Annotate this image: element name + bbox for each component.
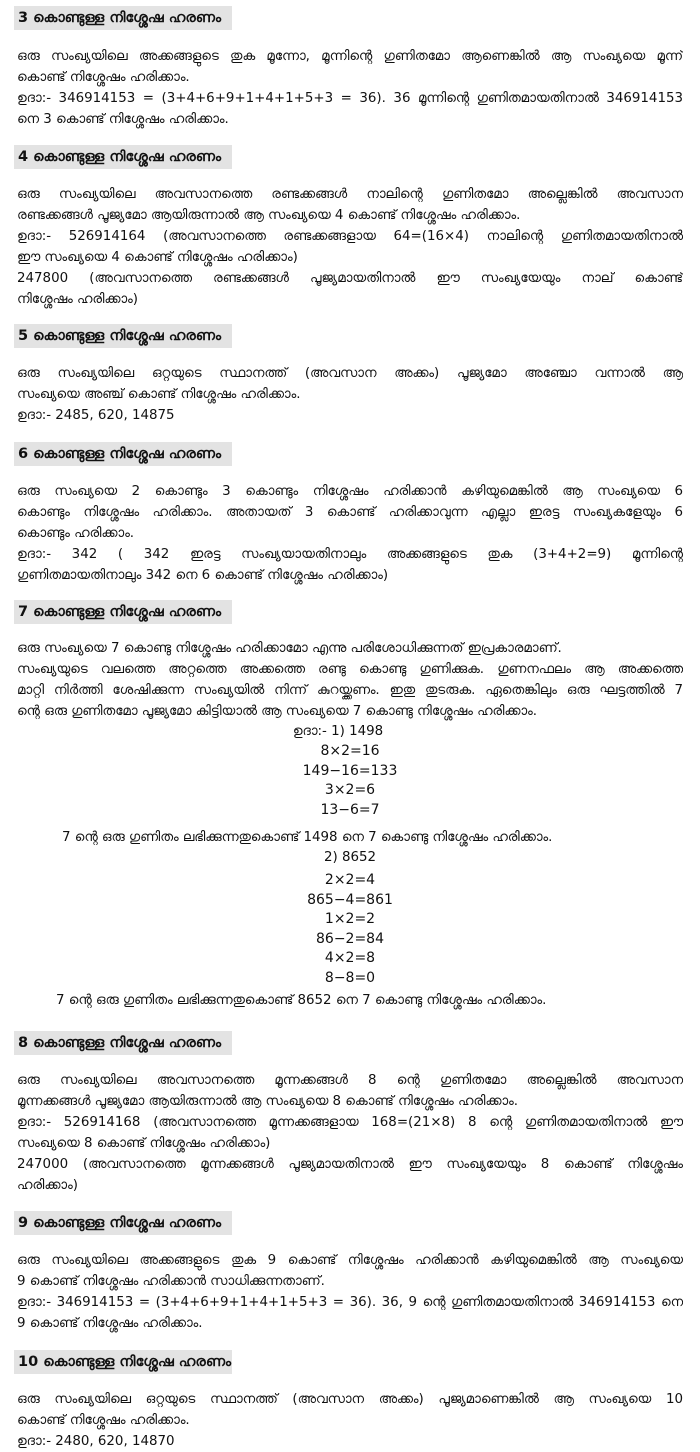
text-line: സംഖ്യയെ 8 കൊണ്ട് നിശ്ശേഷം ഹരിക്കാം) <box>17 1136 271 1151</box>
text-line: ഒരു സംഖ്യയെ 2 കൊണ്ടും 3 കൊണ്ടും നിശ്ശേഷം ഹരിക്കാൻ കഴിയുമെങ്കിൽ ആ സംഖ്യയെ 6 <box>17 484 683 499</box>
section-body-4 <box>17 184 683 310</box>
text-line: കൊണ്ട് നിശ്ശേഷം ഹരിക്കാം. <box>17 1413 190 1428</box>
example-1-conclusion: 7 ന്റെ ഒരു ഗുണിതം ലഭിക്കുന്നതുകൊണ്ട് 1498 നെ 7 കൊണ്ടു നിശ്ശേഷം ഹരിക്കാം. <box>62 830 553 845</box>
section-heading-6: 6 കൊണ്ടുള്ള നിശ്ശേഷ ഹരണം <box>14 442 232 466</box>
section-heading-9: 9 കൊണ്ടുള്ള നിശ്ശേഷ ഹരണം <box>14 1211 232 1235</box>
section-body-6 <box>17 481 683 586</box>
text-line: 9 കൊണ്ട് നിശ്ശേഷം ഹരിക്കാം. <box>17 1316 203 1331</box>
text-line: ഒരു സംഖ്യയെ 7 കൊണ്ടു നിശ്ശേഷം ഹരിക്കാമോ എന്നു പരിശോധിക്കുന്നത് ഇപ്രകാരമാണ്. <box>17 641 562 656</box>
section-body-3 <box>17 46 683 130</box>
text-line: ഒരു സംഖ്യയിലെ അവസാനത്തെ മൂന്നക്കങ്ങൾ 8 ന്റെ ഗുണിതമോ അല്ലെങ്കിൽ അവസാന <box>17 1073 683 1088</box>
text-line: ഒരു സംഖ്യയിലെ അക്കങ്ങളുടെ തുക 9 കൊണ്ട് നിശ്ശേഷം ഹരിക്കാൻ കഴിയുമെങ്കിൽ ആ സംഖ്യയെ <box>17 1253 683 1268</box>
example-1-steps <box>0 742 700 820</box>
calc-step: 13−6=7 <box>320 801 380 818</box>
text-line: ഗുണിതമായതിനാലും 342 നെ 6 കൊണ്ട് നിശ്ശേഷം ഹരിക്കാം) <box>17 568 389 583</box>
calc-step: 8−8=0 <box>324 969 376 986</box>
calc-step: 2×2=4 <box>324 872 376 888</box>
text-line: നെ 3 കൊണ്ട് നിശ്ശേഷം ഹരിക്കാം. <box>17 112 229 127</box>
text-line: ഉദാ:- 346914153 = (3+4+6+9+1+4+1+5+3 = 36). 36, 9 ന്റെ ഗുണിതമായതിനാൽ 346914153 നെ <box>17 1295 683 1310</box>
text-line: ഉദാ:- 2485, 620, 14875 <box>17 408 175 423</box>
example-2-steps <box>0 871 700 988</box>
text-line: ഒരു സംഖ്യയിലെ ഒറ്റയുടെ സ്ഥാനത്ത് (അവസാന അക്കം) പൂജ്യമാണെങ്കിൽ ആ സംഖ്യയെ 10 <box>17 1392 683 1407</box>
text-line: 247800 (അവസാനത്തെ രണ്ടക്കങ്ങൾ പൂജ്യമായതിനാൽ ഈ സംഖ്യയേയും നാല് കൊണ്ട് <box>17 271 683 286</box>
text-line: 247000 (അവസാനത്തെ മൂന്നക്കങ്ങൾ പൂജ്യമായതിനാൽ ഈ സംഖ്യയേയും 8 കൊണ്ട് നിശ്ശേഷം <box>17 1157 683 1172</box>
text-line: ഈ സംഖ്യയെ 4 കൊണ്ട് നിശ്ശേഷം ഹരിക്കാം) <box>17 250 298 265</box>
calc-step: 3×2=6 <box>324 782 376 798</box>
section-body-10 <box>17 1389 683 1452</box>
text-line: ഉദാ:- 526914168 (അവസാനത്തെ മൂന്നക്കങ്ങളായ 168=(21×8) 8 ന്റെ ഗുണിതമായതിനാൽ ഈ <box>17 1115 683 1130</box>
text-line: ഉദാ:- 526914164 (അവസാനത്തെ രണ്ടക്കങ്ങളായ 64=(16×4) നാലിന്റെ ഗുണിതമായതിനാൽ <box>17 229 683 244</box>
calc-step: 86−2=84 <box>316 930 384 947</box>
calc-step: 865−4=861 <box>307 891 393 908</box>
section-body-7 <box>17 638 683 722</box>
section-heading-5: 5 കൊണ്ടുള്ള നിശ്ശേഷ ഹരണം <box>14 324 232 348</box>
text-line: കൊണ്ടും നിശ്ശേഷം ഹരിക്കാം. അതായത് 3 കൊണ്ട് ഹരിക്കാവുന്ന എല്ലാ ഇരട്ട സംഖ്യകളേയും 6 <box>17 505 683 520</box>
text-line: ഒരു സംഖ്യയിലെ അക്കങ്ങളുടെ തുക മൂന്നോ, മൂന്നിന്റെ ഗുണിതമോ ആണെങ്കിൽ ആ സംഖ്യയെ മൂന്ന് <box>17 49 683 64</box>
text-line: 9 കൊണ്ട് നിശ്ശേഷം ഹരിക്കാൻ സാധിക്കുന്നതാണ്. <box>17 1274 325 1289</box>
text-line: ഉദാ:- 346914153 = (3+4+6+9+1+4+1+5+3 = 36). 36 മൂന്നിന്റെ ഗുണിതമായതിനാൽ 346914153 <box>17 91 683 106</box>
text-line: ഉദാ:- 342 ( 342 ഇരട്ട സംഖ്യയായതിനാലും അക്കങ്ങളുടെ തുക (3+4+2=9) മൂന്നിന്റെ <box>17 547 683 562</box>
example-2-label: 2) 8652 <box>323 850 377 865</box>
text-line: കൊണ്ടും ഹരിക്കാം. <box>17 526 135 541</box>
text-line: ഹരിക്കാം) <box>17 1178 78 1193</box>
calc-step: 1×2=2 <box>324 911 376 927</box>
section-body-8 <box>17 1070 683 1196</box>
text-line: കൊണ്ട് നിശ്ശേഷം ഹരിക്കാം. <box>17 70 190 85</box>
text-line: സംഖ്യയെ അഞ്ച് കൊണ്ട് നിശ്ശേഷം ഹരിക്കാം. <box>17 387 301 402</box>
section-heading-7: 7 കൊണ്ടുള്ള നിശ്ശേഷ ഹരണം <box>14 600 232 624</box>
text-line: ഒരു സംഖ്യയിലെ അവസാനത്തെ രണ്ടക്കങ്ങൾ നാലിന്റെ ഗുണിതമോ അല്ലെങ്കിൽ അവസാന <box>17 187 683 202</box>
calc-step: 149−16=133 <box>302 762 398 779</box>
example-1-label: ഉദാ:- 1) 1498 <box>292 724 384 739</box>
example-2-conclusion: 7 ന്റെ ഒരു ഗുണിതം ലഭിക്കുന്നതുകൊണ്ട് 8652 നെ 7 കൊണ്ടു നിശ്ശേഷം ഹരിക്കാം. <box>56 993 547 1008</box>
text-line: ഒരു സംഖ്യയിലെ ഒറ്റയുടെ സ്ഥാനത്ത് (അവസാന അക്കം) പൂജ്യമോ അഞ്ചോ വന്നാൽ ആ <box>17 366 683 381</box>
section-heading-10: 10 കൊണ്ടുള്ള നിശ്ശേഷ ഹരണം <box>14 1350 232 1374</box>
text-line: മൂന്നക്കങ്ങൾ പൂജ്യമോ ആയിരുന്നാൽ ആ സംഖ്യയെ 8 കൊണ്ട് നിശ്ശേഷം ഹരിക്കാം. <box>17 1094 518 1109</box>
calc-step: 4×2=8 <box>324 950 376 966</box>
section-heading-3: 3 കൊണ്ടുള്ള നിശ്ശേഷ ഹരണം <box>14 6 232 30</box>
section-heading-4: 4 കൊണ്ടുള്ള നിശ്ശേഷ ഹരണം <box>14 145 232 169</box>
text-line: ഉദാ:- 2480, 620, 14870 <box>17 1434 175 1449</box>
text-line: രണ്ടക്കങ്ങൾ പൂജ്യമോ ആയിരുന്നാൽ ആ സംഖ്യയെ 4 കൊണ്ട് നിശ്ശേഷം ഹരിക്കാം. <box>17 208 521 223</box>
text-line: നിശ്ശേഷം ഹരിക്കാം) <box>17 292 138 307</box>
section-body-5 <box>17 363 683 426</box>
text-line: ന്റെ ഒരു ഗുണിതമോ പൂജ്യമോ കിട്ടിയാൽ ആ സംഖ്യയെ 7 കൊണ്ടു നിശ്ശേഷം ഹരിക്കാം. <box>17 704 538 719</box>
section-heading-8: 8 കൊണ്ടുള്ള നിശ്ശേഷ ഹരണം <box>14 1031 232 1055</box>
calc-step: 8×2=16 <box>320 743 380 759</box>
text-line: മാറ്റി നിർത്തി ശേഷിക്കുന്ന സംഖ്യയിൽ നിന്ന് കുറയ്ക്കണം. ഇതു തുടരുക. ഏതെങ്കിലും ഒരു ഘട്ടത്തിൽ 7 <box>17 683 683 698</box>
section-body-9 <box>17 1250 683 1334</box>
text-line: സംഖ്യയുടെ വലത്തെ അറ്റത്തെ അക്കത്തെ രണ്ടു കൊണ്ടു ഗുണിക്കുക. ഗുണനഫലം ആ അക്കത്തെ <box>17 662 683 677</box>
